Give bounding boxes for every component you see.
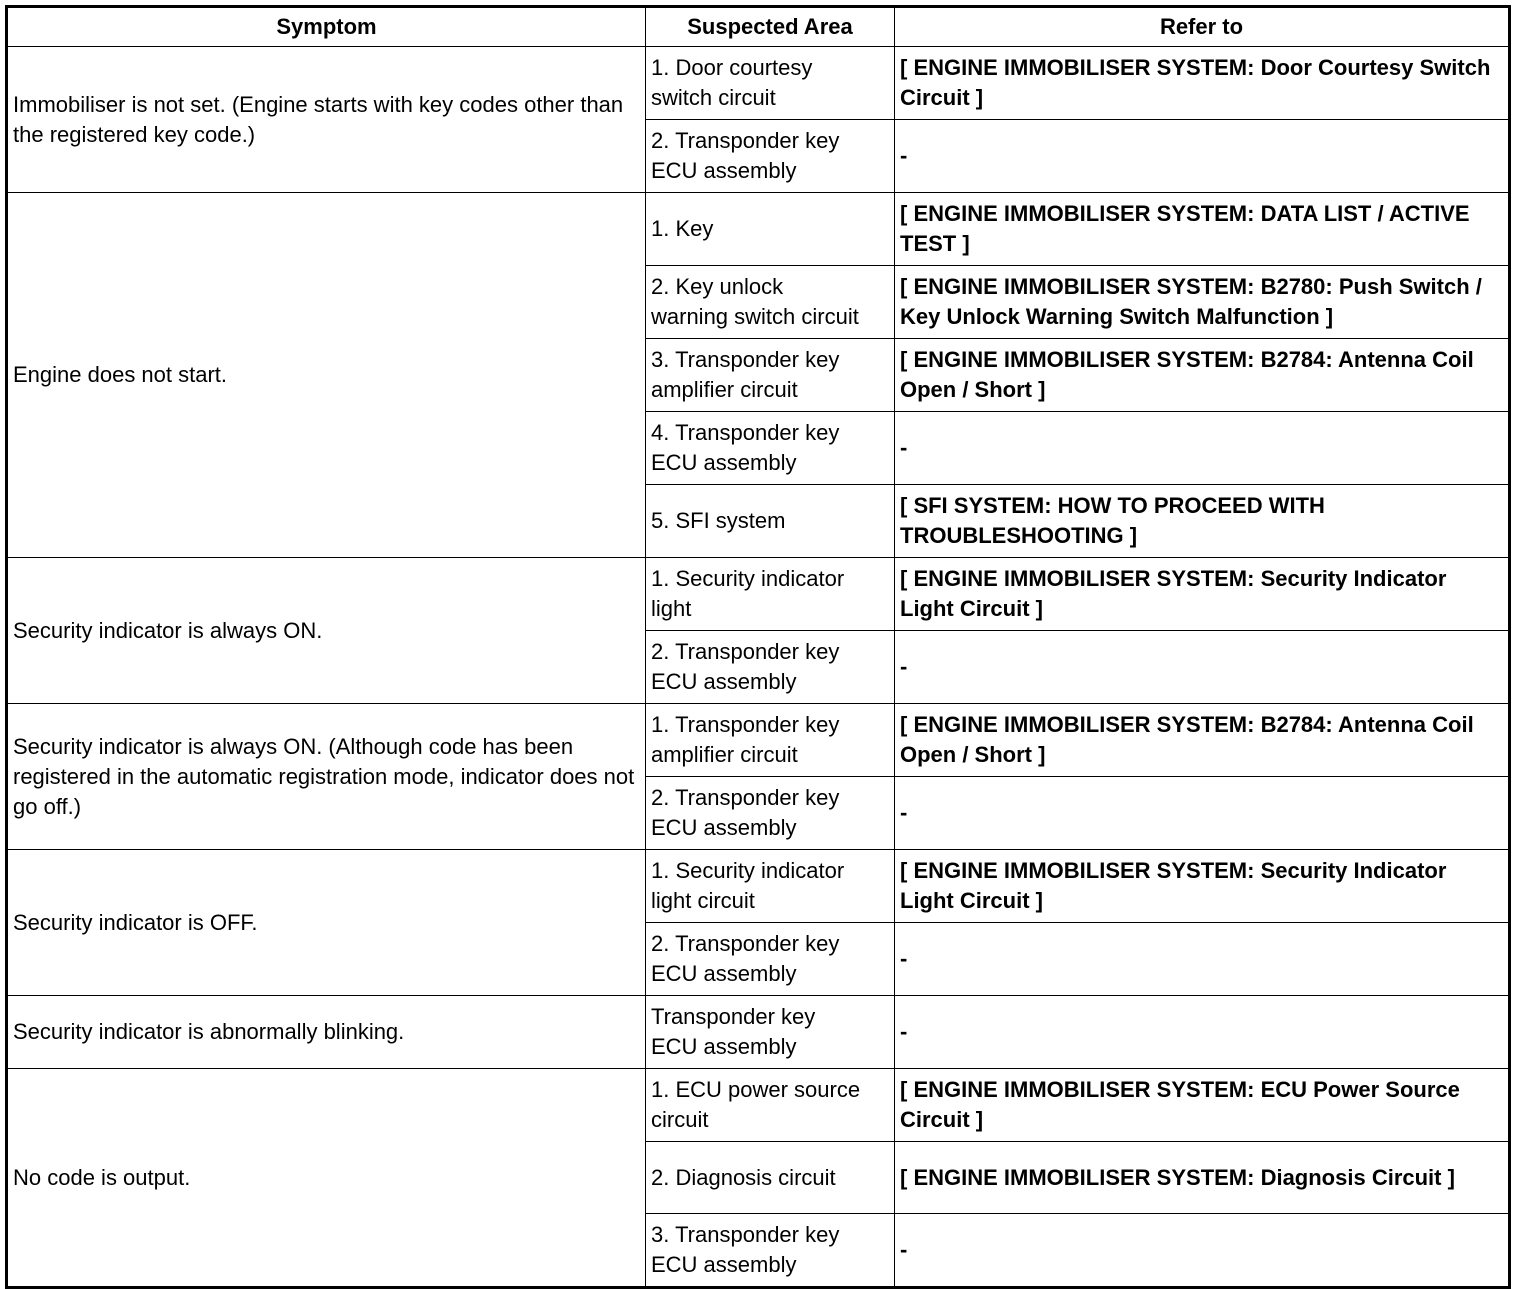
suspected-area-cell bbox=[646, 558, 895, 631]
suspected-area-line: switch circuit bbox=[651, 85, 776, 110]
symptom-cell: Engine does not start. bbox=[7, 193, 646, 558]
suspected-area-line: 1. Security indicator bbox=[651, 566, 845, 591]
suspected-area-cell bbox=[646, 120, 895, 193]
suspected-area-line: 5. SFI system bbox=[651, 508, 786, 533]
suspected-area-cell bbox=[646, 850, 895, 923]
suspected-area-line: 2. Transponder key bbox=[651, 128, 840, 153]
refer-to-cell: - bbox=[895, 996, 1510, 1069]
suspected-area-line: ECU assembly bbox=[651, 1252, 797, 1277]
suspected-area-cell bbox=[646, 47, 895, 120]
refer-to-cell: [ ENGINE IMMOBILISER SYSTEM: ECU Power Source Circuit ] bbox=[895, 1069, 1510, 1142]
suspected-area-line: 2. Key unlock bbox=[651, 274, 784, 299]
suspected-area-line: 1. Security indicator bbox=[651, 858, 845, 883]
suspected-area-line: 4. Transponder key bbox=[651, 420, 840, 445]
refer-to-cell: [ ENGINE IMMOBILISER SYSTEM: Security Indicator Light Circuit ] bbox=[895, 558, 1510, 631]
suspected-area-line: amplifier circuit bbox=[651, 377, 798, 402]
problem-symptoms-table-wrapper bbox=[5, 5, 1511, 1289]
refer-to-cell: [ ENGINE IMMOBILISER SYSTEM: B2784: Antenna Coil Open / Short ] bbox=[895, 704, 1510, 777]
suspected-area-line: 1. Transponder key bbox=[651, 712, 840, 737]
suspected-area-cell bbox=[646, 1142, 895, 1214]
suspected-area-line: ECU assembly bbox=[651, 815, 797, 840]
header-refer-to: Refer to bbox=[895, 7, 1510, 47]
symptom-cell: Immobiliser is not set. (Engine starts with key codes other than the registered key code.) bbox=[7, 47, 646, 193]
header-row bbox=[7, 7, 1510, 47]
symptom-cell: Security indicator is always ON. bbox=[7, 558, 646, 704]
refer-to-cell: [ ENGINE IMMOBILISER SYSTEM: Security Indicator Light Circuit ] bbox=[895, 850, 1510, 923]
suspected-area-line: ECU assembly bbox=[651, 158, 797, 183]
suspected-area-line: ECU assembly bbox=[651, 961, 797, 986]
refer-to-cell: - bbox=[895, 120, 1510, 193]
suspected-area-line: 2. Diagnosis circuit bbox=[651, 1164, 836, 1190]
symptom-cell: Security indicator is OFF. bbox=[7, 850, 646, 996]
suspected-area-cell bbox=[646, 1069, 895, 1142]
refer-to-cell: - bbox=[895, 1214, 1510, 1288]
suspected-area-cell bbox=[646, 412, 895, 485]
header-symptom: Symptom bbox=[7, 7, 646, 47]
table-body bbox=[7, 47, 1510, 1288]
suspected-area-cell bbox=[646, 485, 895, 558]
problem-symptoms-table bbox=[5, 5, 1511, 1289]
refer-to-cell: [ ENGINE IMMOBILISER SYSTEM: B2784: Antenna Coil Open / Short ] bbox=[895, 339, 1510, 412]
suspected-area-cell bbox=[646, 266, 895, 339]
table-row bbox=[7, 704, 1510, 777]
suspected-area-line: ECU assembly bbox=[651, 1034, 797, 1059]
refer-to-cell: [ SFI SYSTEM: HOW TO PROCEED WITH TROUBLESHOOTING ] bbox=[895, 485, 1510, 558]
header-suspected-area: Suspected Area bbox=[646, 7, 895, 47]
refer-to-cell: - bbox=[895, 631, 1510, 704]
suspected-area-cell bbox=[646, 631, 895, 704]
suspected-area-cell bbox=[646, 704, 895, 777]
suspected-area-cell bbox=[646, 996, 895, 1069]
suspected-area-cell bbox=[646, 923, 895, 996]
refer-to-cell: [ ENGINE IMMOBILISER SYSTEM: B2780: Push Switch / Key Unlock Warning Switch Malfunction ] bbox=[895, 266, 1510, 339]
suspected-area-line: 1. ECU power source bbox=[651, 1077, 861, 1102]
table-row bbox=[7, 1069, 1510, 1142]
suspected-area-line: Transponder key bbox=[651, 1004, 816, 1029]
refer-to-cell: - bbox=[895, 923, 1510, 996]
suspected-area-line: light circuit bbox=[651, 888, 755, 913]
refer-to-cell: - bbox=[895, 777, 1510, 850]
refer-to-cell: - bbox=[895, 412, 1510, 485]
suspected-area-line: 3. Transponder key bbox=[651, 347, 840, 372]
suspected-area-line: ECU assembly bbox=[651, 450, 797, 475]
refer-to-cell: [ ENGINE IMMOBILISER SYSTEM: Diagnosis Circuit ] bbox=[895, 1142, 1510, 1214]
table-row bbox=[7, 850, 1510, 923]
suspected-area-line: 2. Transponder key bbox=[651, 931, 840, 956]
suspected-area-line: 1. Key bbox=[651, 216, 714, 241]
refer-to-cell: [ ENGINE IMMOBILISER SYSTEM: DATA LIST / ACTIVE TEST ] bbox=[895, 193, 1510, 266]
table-row bbox=[7, 193, 1510, 266]
suspected-area-line: amplifier circuit bbox=[651, 742, 798, 767]
symptom-cell: Security indicator is abnormally blinking. bbox=[7, 996, 646, 1069]
table-row bbox=[7, 47, 1510, 120]
suspected-area-line: circuit bbox=[651, 1107, 709, 1132]
table-header bbox=[7, 7, 1510, 47]
suspected-area-cell bbox=[646, 193, 895, 266]
suspected-area-cell bbox=[646, 339, 895, 412]
suspected-area-line: 1. Door courtesy bbox=[651, 55, 813, 80]
suspected-area-line: light bbox=[651, 596, 692, 621]
suspected-area-line: ECU assembly bbox=[651, 669, 797, 694]
suspected-area-cell bbox=[646, 1214, 895, 1288]
table-row bbox=[7, 996, 1510, 1069]
suspected-area-line: 2. Transponder key bbox=[651, 639, 840, 664]
symptom-cell: No code is output. bbox=[7, 1069, 646, 1288]
suspected-area-line: warning switch circuit bbox=[651, 304, 859, 329]
suspected-area-line: 2. Transponder key bbox=[651, 785, 840, 810]
table-row bbox=[7, 558, 1510, 631]
suspected-area-cell bbox=[646, 777, 895, 850]
refer-to-cell: [ ENGINE IMMOBILISER SYSTEM: Door Courtesy Switch Circuit ] bbox=[895, 47, 1510, 120]
symptom-cell: Security indicator is always ON. (Although code has been registered in the automatic registration mode, indicator does not go off.) bbox=[7, 704, 646, 850]
suspected-area-line: 3. Transponder key bbox=[651, 1222, 840, 1247]
